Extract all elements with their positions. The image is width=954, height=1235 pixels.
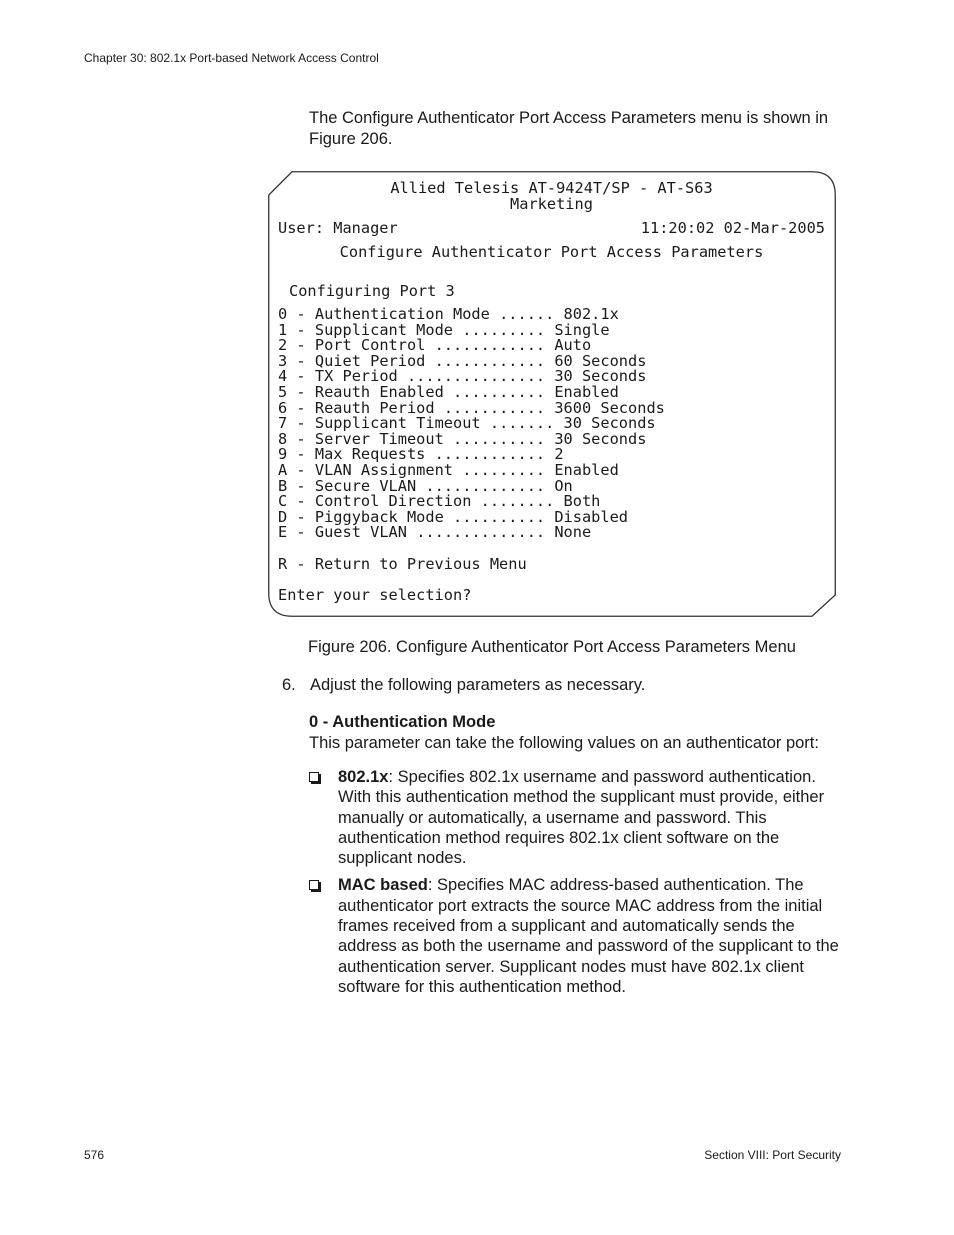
menu-item-dots: ...... xyxy=(499,305,555,323)
menu-item-dots: ............ xyxy=(434,336,546,355)
menu-item-label: Reauth Period xyxy=(314,398,435,417)
menu-item-label: Quiet Period xyxy=(314,351,426,370)
menu-item-label: VLAN Assignment xyxy=(314,460,454,479)
footer-section: Section VIII: Port Security xyxy=(704,1148,841,1162)
menu-item-sep: - xyxy=(287,460,315,479)
page-number: 576 xyxy=(84,1148,105,1162)
menu-item-sep: - xyxy=(287,351,315,370)
menu-item-dots: .......... xyxy=(453,507,546,526)
menu-item-value: 60 Seconds xyxy=(554,351,647,370)
menu-item-sep: - xyxy=(287,336,315,355)
menu-item-value: 30 Seconds xyxy=(554,367,647,386)
menu-item-sep: - xyxy=(287,507,315,526)
menu-item-label: Secure VLAN xyxy=(314,476,417,495)
menu-item-sep xyxy=(407,523,416,541)
option-item-mac-based xyxy=(309,875,844,997)
terminal-clock: 11:20:02 02-Mar-2005 xyxy=(640,219,825,237)
menu-item-value: None xyxy=(554,523,592,542)
menu-item-label: Max Requests xyxy=(314,445,426,464)
option-text: : Specifies MAC address-based authentication. The authenticator port extracts the source MAC address from the initial frames received from a supplicant and automatically sends the address as both the username and password of the supplicant to the authentication server. Supplicant nodes must have 802.1x client software for this authentication method. xyxy=(338,876,839,996)
terminal-title-device: Allied Telesis AT-9424T/SP - AT-S63 xyxy=(390,179,713,197)
menu-item-dots: ............... xyxy=(406,367,546,386)
menu-item-sep: - xyxy=(287,398,315,417)
menu-item-key: C xyxy=(278,492,288,511)
menu-item-label: Guest VLAN xyxy=(314,523,407,542)
menu-item-key: 9 xyxy=(278,445,288,464)
menu-item-dots: ........ xyxy=(480,492,555,511)
menu-item-sep: - xyxy=(287,492,315,511)
step-item xyxy=(282,676,645,695)
menu-item-key: A xyxy=(278,460,288,479)
parameter-heading: 0 - Authentication Mode xyxy=(309,713,496,731)
option-term: MAC based xyxy=(338,876,428,895)
menu-item-dots: .............. xyxy=(416,523,546,542)
terminal-title-location: Marketing xyxy=(510,194,593,213)
intro-paragraph: The Configure Authenticator Port Access Parameters menu is shown in Figure 206. xyxy=(309,109,829,148)
option-item-8021x xyxy=(309,767,844,868)
menu-item-key: 2 xyxy=(278,336,288,355)
menu-item-label: Authentication Mode xyxy=(314,305,490,323)
menu-item-sep: - xyxy=(287,305,315,323)
menu-item-value: 30 Seconds xyxy=(554,429,647,448)
terminal-prompt[interactable]: Enter your selection? xyxy=(278,586,472,604)
terminal-title xyxy=(278,181,825,212)
menu-item-value: 3600 Seconds xyxy=(554,398,665,417)
menu-item-value: 30 Seconds xyxy=(563,414,656,433)
menu-item-dots: ............ xyxy=(434,445,546,464)
menu-item-sep: - xyxy=(287,414,315,433)
menu-item-key: D xyxy=(278,507,288,526)
menu-item-sep xyxy=(545,523,554,541)
menu-item-value: Single xyxy=(554,320,610,339)
parameter-description: This parameter can take the following values on an authenticator port: xyxy=(309,734,819,752)
terminal-return-option[interactable]: R - Return to Previous Menu xyxy=(278,555,527,573)
menu-item-value: Enabled xyxy=(554,382,619,401)
menu-item-key: 8 xyxy=(278,429,288,448)
menu-item-value: 802.1x xyxy=(563,305,619,323)
menu-item-dots: .......... xyxy=(453,429,546,448)
menu-item-label: Reauth Enabled xyxy=(314,382,444,401)
menu-item-key: 5 xyxy=(278,382,288,401)
menu-item-sep: - xyxy=(287,523,315,542)
menu-item-sep: - xyxy=(287,320,315,339)
terminal-menu-title: Configure Authenticator Port Access Parameters xyxy=(339,243,764,261)
menu-item-key: 6 xyxy=(278,398,288,417)
menu-item-value: Disabled xyxy=(554,507,629,526)
menu-item-key: 0 xyxy=(278,305,288,323)
menu-item-sep: - xyxy=(287,367,315,386)
menu-item-dots: ....... xyxy=(489,414,555,433)
option-text: : Specifies 802.1x username and password authentication. With this authentication method the supplicant must provide, either manually or automatically, a username and password. This authentication method requires 802.1x client software on the supplicant nodes. xyxy=(338,768,825,868)
menu-item-dots: ............. xyxy=(425,476,546,495)
option-list xyxy=(309,767,844,1004)
figure-caption: Figure 206. Configure Authenticator Port Access Parameters Menu xyxy=(308,638,796,656)
menu-item-label: TX Period xyxy=(314,367,398,386)
menu-item-sep: - xyxy=(287,476,315,495)
menu-item-value: Enabled xyxy=(554,460,619,479)
menu-item-label: Supplicant Timeout xyxy=(314,414,481,433)
menu-item-dots: ............ xyxy=(434,351,546,370)
menu-item-key: B xyxy=(278,476,288,495)
menu-item-sep: - xyxy=(287,382,315,401)
menu-item-value: 2 xyxy=(554,445,564,464)
menu-item-dots: ........... xyxy=(443,398,546,417)
step-number: 6. xyxy=(282,676,296,694)
checkbox-bullet-icon xyxy=(309,880,319,890)
menu-item-key: E xyxy=(278,523,288,542)
menu-item-sep: - xyxy=(287,445,315,464)
menu-item-key: 1 xyxy=(278,320,288,339)
menu-item-label: Port Control xyxy=(314,336,426,355)
menu-item-label: Server Timeout xyxy=(314,429,444,448)
menu-item-value: Both xyxy=(563,492,601,511)
terminal-menu-list xyxy=(278,307,665,541)
running-header: Chapter 30: 802.1x Port-based Network Access Control xyxy=(84,51,379,65)
menu-item-label: Piggyback Mode xyxy=(314,507,444,526)
menu-item-sep: - xyxy=(287,429,315,448)
menu-item-dots: ......... xyxy=(462,460,546,479)
menu-item-key: 7 xyxy=(278,414,288,433)
menu-item-dots: ......... xyxy=(462,320,546,339)
terminal-menu-item[interactable] xyxy=(278,525,665,541)
option-term: 802.1x xyxy=(338,768,389,786)
terminal-port-label: Configuring Port 3 xyxy=(289,282,455,300)
menu-item-value: On xyxy=(554,476,573,495)
menu-item-key: 3 xyxy=(278,351,288,370)
terminal-user: User: Manager xyxy=(278,219,398,237)
checkbox-bullet-icon xyxy=(309,772,319,782)
menu-item-label: Control Direction xyxy=(314,492,472,511)
menu-item-dots: .......... xyxy=(453,382,546,401)
menu-item-label: Supplicant Mode xyxy=(314,320,454,339)
menu-item-value: Auto xyxy=(554,336,592,355)
step-text: Adjust the following parameters as necessary. xyxy=(310,676,646,694)
menu-item-key: 4 xyxy=(278,367,288,386)
